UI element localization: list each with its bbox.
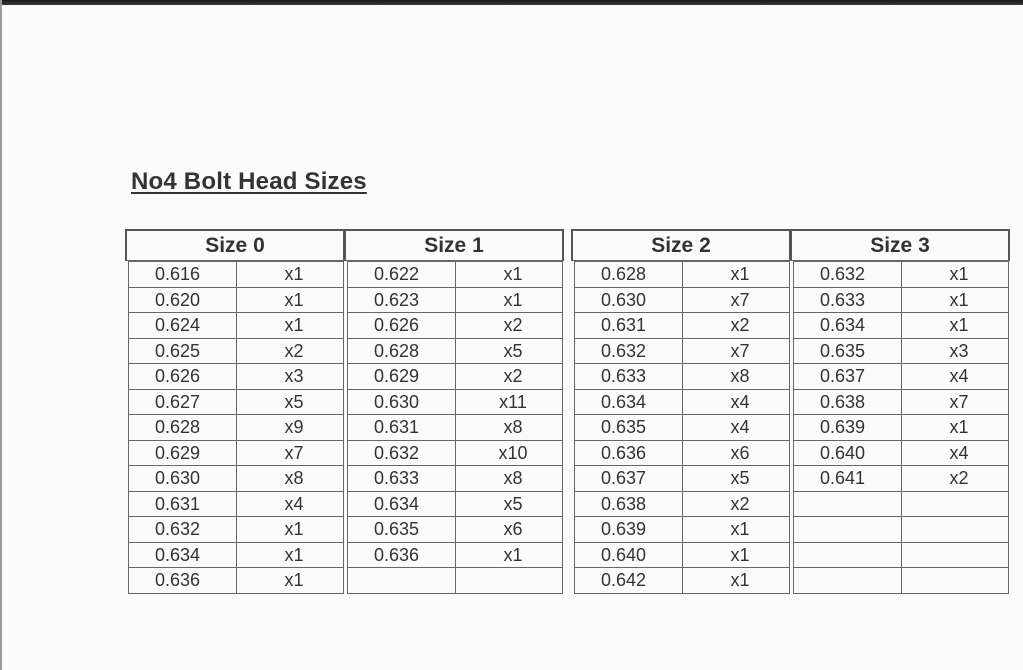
bolt-count: x5 xyxy=(683,466,790,492)
bolt-size-value: 0.631 xyxy=(129,491,237,517)
bolt-count: x4 xyxy=(902,364,1009,390)
bolt-size-value: 0.635 xyxy=(348,517,456,543)
bolt-count: x1 xyxy=(902,313,1009,339)
table-row xyxy=(348,491,563,517)
table-row xyxy=(348,313,563,339)
table-row xyxy=(575,338,790,364)
size-1-table xyxy=(347,261,563,594)
bolt-size-value: 0.637 xyxy=(794,364,902,390)
bolt-size-value: 0.632 xyxy=(575,338,683,364)
bolt-count: x1 xyxy=(456,542,563,568)
bolt-size-value: 0.627 xyxy=(129,389,237,415)
size-0-table xyxy=(128,261,344,594)
table-row xyxy=(575,287,790,313)
size-3-section xyxy=(790,229,1010,594)
table-row xyxy=(348,415,563,441)
table-row xyxy=(129,364,344,390)
bolt-count xyxy=(902,491,1009,517)
bolt-count: x2 xyxy=(456,364,563,390)
bolt-size-value: 0.630 xyxy=(575,287,683,313)
bolt-count: x1 xyxy=(237,568,344,594)
table-row xyxy=(129,287,344,313)
bolt-size-value xyxy=(794,491,902,517)
bolt-size-value: 0.632 xyxy=(348,440,456,466)
table-row xyxy=(348,338,563,364)
bolt-size-value: 0.631 xyxy=(348,415,456,441)
bolt-size-value: 0.626 xyxy=(348,313,456,339)
table-row xyxy=(129,542,344,568)
bolt-count: x4 xyxy=(902,440,1009,466)
table-row xyxy=(575,364,790,390)
bolt-size-value: 0.632 xyxy=(794,262,902,288)
bolt-count xyxy=(902,568,1009,594)
bolt-size-value: 0.640 xyxy=(794,440,902,466)
bolt-size-value: 0.628 xyxy=(348,338,456,364)
bolt-size-value: 0.635 xyxy=(794,338,902,364)
table-row xyxy=(575,389,790,415)
table-row xyxy=(575,313,790,339)
bolt-count: x1 xyxy=(902,415,1009,441)
bolt-count: x1 xyxy=(237,517,344,543)
table-row xyxy=(794,313,1009,339)
table-row xyxy=(129,568,344,594)
bolt-size-value: 0.636 xyxy=(129,568,237,594)
table-row xyxy=(794,466,1009,492)
bolt-size-value: 0.625 xyxy=(129,338,237,364)
bolt-count: x1 xyxy=(902,262,1009,288)
table-row xyxy=(575,568,790,594)
bolt-count: x1 xyxy=(683,542,790,568)
bolt-size-value: 0.639 xyxy=(794,415,902,441)
table-row xyxy=(348,440,563,466)
bolt-size-value: 0.634 xyxy=(348,491,456,517)
bolt-count xyxy=(902,542,1009,568)
size-3-header: Size 3 xyxy=(790,229,1010,261)
size-0-section xyxy=(125,229,345,594)
table-row xyxy=(575,491,790,517)
bolt-count: x10 xyxy=(456,440,563,466)
bolt-size-value xyxy=(794,517,902,543)
bolt-count: x5 xyxy=(456,338,563,364)
bolt-count: x1 xyxy=(237,287,344,313)
page-title: No4 Bolt Head Sizes xyxy=(131,168,367,195)
table-row xyxy=(129,517,344,543)
scan-top-edge xyxy=(0,0,1023,5)
bolt-count: x8 xyxy=(456,415,563,441)
table-row xyxy=(129,389,344,415)
bolt-count: x2 xyxy=(237,338,344,364)
table-row xyxy=(348,262,563,288)
table-row xyxy=(575,466,790,492)
table-row xyxy=(129,262,344,288)
table-row xyxy=(129,415,344,441)
table-row xyxy=(575,262,790,288)
bolt-count: x9 xyxy=(237,415,344,441)
bolt-size-value: 0.633 xyxy=(794,287,902,313)
table-row xyxy=(794,364,1009,390)
bolt-count: x2 xyxy=(456,313,563,339)
bolt-size-value xyxy=(348,568,456,594)
bolt-count: x1 xyxy=(683,568,790,594)
bolt-size-value: 0.626 xyxy=(129,364,237,390)
bolt-count: x1 xyxy=(683,517,790,543)
bolt-count: x3 xyxy=(902,338,1009,364)
table-row xyxy=(575,542,790,568)
size-3-table xyxy=(793,261,1009,594)
bolt-size-value: 0.634 xyxy=(129,542,237,568)
bolt-count: x1 xyxy=(456,262,563,288)
table-row xyxy=(575,440,790,466)
table-row xyxy=(575,517,790,543)
bolt-count: x1 xyxy=(902,287,1009,313)
table-row xyxy=(348,389,563,415)
table-row xyxy=(129,338,344,364)
bolt-size-value: 0.616 xyxy=(129,262,237,288)
bolt-size-value: 0.635 xyxy=(575,415,683,441)
bolt-count: x1 xyxy=(237,262,344,288)
table-row xyxy=(129,313,344,339)
table-row xyxy=(129,491,344,517)
bolt-size-value: 0.639 xyxy=(575,517,683,543)
bolt-count: x1 xyxy=(237,313,344,339)
bolt-size-value: 0.624 xyxy=(129,313,237,339)
bolt-count: x2 xyxy=(902,466,1009,492)
bolt-size-value: 0.630 xyxy=(348,389,456,415)
bolt-size-value: 0.633 xyxy=(348,466,456,492)
bolt-count: x4 xyxy=(683,389,790,415)
bolt-size-value: 0.636 xyxy=(348,542,456,568)
bolt-count: x7 xyxy=(902,389,1009,415)
table-row xyxy=(348,287,563,313)
scan-left-edge xyxy=(0,0,2,670)
table-row xyxy=(794,287,1009,313)
bolt-size-value: 0.641 xyxy=(794,466,902,492)
table-row xyxy=(794,389,1009,415)
bolt-size-value: 0.629 xyxy=(129,440,237,466)
bolt-size-value: 0.638 xyxy=(794,389,902,415)
bolt-count: x2 xyxy=(683,313,790,339)
table-row xyxy=(348,364,563,390)
bolt-size-value: 0.623 xyxy=(348,287,456,313)
bolt-count: x8 xyxy=(237,466,344,492)
table-row xyxy=(794,491,1009,517)
bolt-size-value xyxy=(794,568,902,594)
table-row xyxy=(794,338,1009,364)
bolt-count: x8 xyxy=(683,364,790,390)
table-row xyxy=(794,262,1009,288)
bolt-size-value: 0.637 xyxy=(575,466,683,492)
bolt-count: x1 xyxy=(237,542,344,568)
size-2-header: Size 2 xyxy=(571,229,791,261)
bolt-size-value: 0.622 xyxy=(348,262,456,288)
table-row xyxy=(794,542,1009,568)
bolt-count: x3 xyxy=(237,364,344,390)
bolt-count: x4 xyxy=(683,415,790,441)
bolt-count: x4 xyxy=(237,491,344,517)
bolt-count: x5 xyxy=(237,389,344,415)
bolt-size-value: 0.628 xyxy=(129,415,237,441)
bolt-size-value: 0.620 xyxy=(129,287,237,313)
table-row xyxy=(348,466,563,492)
table-row xyxy=(794,415,1009,441)
bolt-size-value: 0.634 xyxy=(575,389,683,415)
bolt-size-value: 0.631 xyxy=(575,313,683,339)
bolt-count: x6 xyxy=(456,517,563,543)
table-row xyxy=(348,517,563,543)
table-row xyxy=(794,440,1009,466)
table-row xyxy=(129,440,344,466)
bolt-count: x2 xyxy=(683,491,790,517)
table-row xyxy=(348,568,563,594)
bolt-count: x1 xyxy=(456,287,563,313)
bolt-count: x1 xyxy=(683,262,790,288)
bolt-count xyxy=(902,517,1009,543)
bolt-size-value xyxy=(794,542,902,568)
bolt-count: x11 xyxy=(456,389,563,415)
bolt-size-value: 0.629 xyxy=(348,364,456,390)
table-row xyxy=(129,466,344,492)
size-2-section xyxy=(571,229,791,594)
bolt-count: x5 xyxy=(456,491,563,517)
bolt-count: x7 xyxy=(683,287,790,313)
bolt-size-value: 0.634 xyxy=(794,313,902,339)
bolt-size-value: 0.633 xyxy=(575,364,683,390)
bolt-count: x6 xyxy=(683,440,790,466)
bolt-size-value: 0.632 xyxy=(129,517,237,543)
size-0-header: Size 0 xyxy=(125,229,345,261)
size-2-table xyxy=(574,261,790,594)
bolt-size-value: 0.628 xyxy=(575,262,683,288)
table-row xyxy=(575,415,790,441)
bolt-size-value: 0.636 xyxy=(575,440,683,466)
bolt-count xyxy=(456,568,563,594)
table-row xyxy=(794,568,1009,594)
bolt-size-value: 0.642 xyxy=(575,568,683,594)
table-row xyxy=(794,517,1009,543)
bolt-size-value: 0.630 xyxy=(129,466,237,492)
size-1-header: Size 1 xyxy=(344,229,564,261)
table-row xyxy=(348,542,563,568)
bolt-count: x7 xyxy=(683,338,790,364)
bolt-count: x7 xyxy=(237,440,344,466)
size-1-section xyxy=(344,229,564,594)
bolt-count: x8 xyxy=(456,466,563,492)
bolt-size-value: 0.638 xyxy=(575,491,683,517)
bolt-size-value: 0.640 xyxy=(575,542,683,568)
